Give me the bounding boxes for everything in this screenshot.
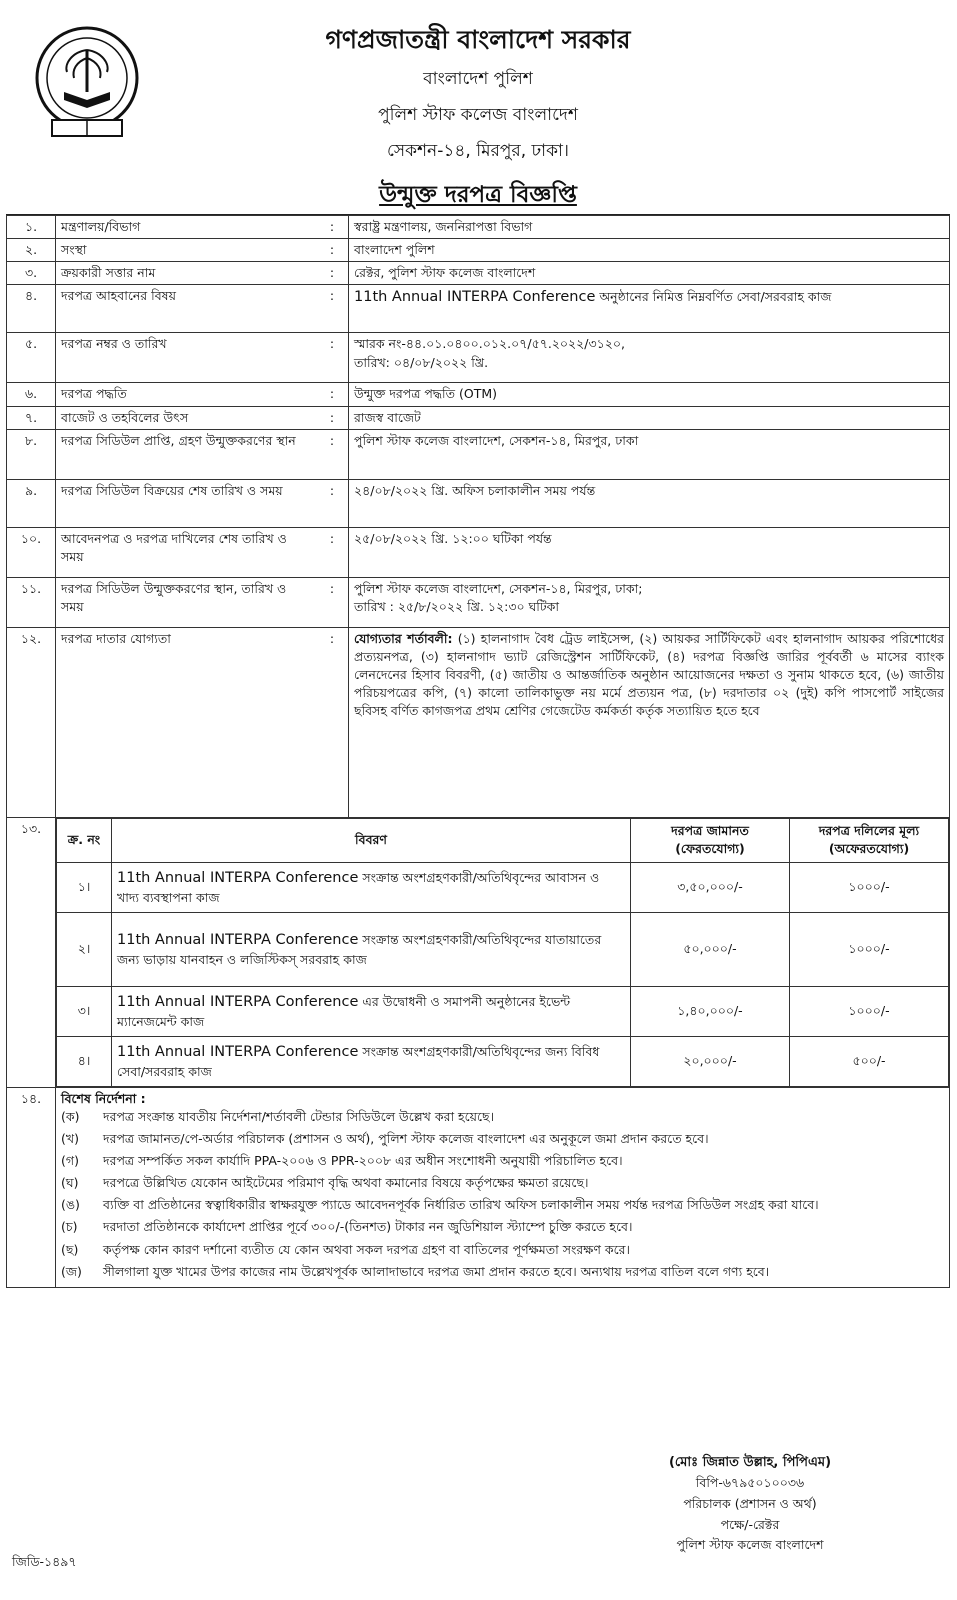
item-row [57,912,949,986]
header-line-police: বাংলাদেশ পুলিশ [423,69,533,89]
row-label: সংস্থা [56,239,317,262]
instructions-cell [56,1087,950,1287]
table-row [7,817,950,1087]
list-item [61,1152,944,1170]
item-conference: 11th Annual INTERPA Conference [117,993,359,1010]
table-row [7,216,950,239]
row-number: ১. [7,216,56,239]
row-label: আবেদনপত্র ও দরপত্র দাখিলের শেষ তারিখ ও সময় [56,527,317,577]
item-key: (গ) [61,1153,79,1168]
item-key: (ঘ) [61,1175,79,1191]
item-text: দরদাতা প্রতিষ্ঠানকে কার্যাদেশ প্রাপ্তির পূর্বে ৩০০/-(তিনশত) টাকার নন জুডিশিয়াল স্ট্যাম্পে চুক্তি করতে হবে। [103,1219,633,1235]
row-colon: : [316,383,349,406]
item-serial: ১। [57,862,112,912]
row-number: ১৪. [7,1087,56,1287]
item-desc-text: সংক্রান্ত অংশগ্রহণকারী/অতিথিবৃন্দের যাতায়াতের জন্য ভাড়ায় যানবাহন ও লজিস্টিকস্ সরবরাহ কাজ [117,931,602,967]
memo-date: তারিখ: ০৪/০৮/২০২২ খ্রি. [354,354,489,370]
item-doc-price: ১০০০/- [790,986,949,1036]
row-value [349,285,950,333]
signatory-name: (মোঃ জিন্নাত উল্লাহ, পিপিএম) [668,1455,832,1470]
row-colon: : [316,627,349,817]
row-number: ১১. [7,577,56,627]
items-table [56,818,949,1087]
row-colon: : [316,216,349,239]
row-number: ৫. [7,333,56,383]
row-label: দরপত্র সিডিউল প্রাপ্তি, গ্রহণ উন্মুক্তকরণের স্থান [56,429,317,479]
table-row [7,406,950,429]
conference-name: 11th Annual INTERPA Conference [354,289,596,306]
header-serial: ক্র. নং [57,818,112,862]
signatory-bp: বিপি-৬৭৯৫০১০০৩৬ [695,1475,805,1491]
item-conference: 11th Annual INTERPA Conference [117,931,359,948]
instructions-title: বিশেষ নির্দেশনা : [61,1090,146,1106]
items-header-row [57,818,949,862]
item-row [57,986,949,1036]
row-value: পুলিশ স্টাফ কলেজ বাংলাদেশ, সেকশন-১৪, মিরপুর, ঢাকা [349,429,950,479]
table-row [7,285,950,333]
row-value [349,627,950,817]
row-colon: : [316,239,349,262]
row-label: দরপত্র সিডিউল উন্মুক্তকরণের স্থান, তারিখ ও সময় [56,577,317,627]
table-row [7,429,950,479]
list-item [61,1263,944,1281]
table-row [7,479,950,527]
row-colon: : [316,406,349,429]
item-security: ৩,৫০,০০০/- [631,862,790,912]
row-label: দরপত্র সিডিউল বিক্রয়ের শেষ তারিখ ও সময় [56,479,317,527]
row-value [349,577,950,627]
table-row [7,577,950,627]
list-item [61,1174,944,1192]
eligibility-heading: যোগ্যতার শর্তাবলী: [354,630,453,646]
row-label: দরপত্র নম্বর ও তারিখ [56,333,317,383]
item-desc-text: সংক্রান্ত অংশগ্রহণকারী/অতিথিবৃন্দের জন্য বিবিধ সেবা/সরবরাহ কাজ [117,1043,600,1079]
row-colon: : [316,262,349,285]
table-row [7,1087,950,1287]
item-security: ২০,০০০/- [631,1036,790,1086]
signatory-organization: পুলিশ স্টাফ কলেজ বাংলাদেশ [676,1537,824,1553]
list-item [61,1241,944,1259]
row-label: ক্রয়কারী সত্তার নাম [56,262,317,285]
signature-block [620,1452,880,1556]
row-value: উন্মুক্ত দরপত্র পদ্ধতি (OTM) [349,383,950,406]
row-colon: : [316,285,349,333]
row-value [349,333,950,383]
item-description [112,1036,631,1086]
header-line-address: সেকশন-১৪, মিরপুর, ঢাকা। [386,141,570,161]
row-value: ২৪/০৮/২০২২ খ্রি. অফিস চলাকালীন সময় পর্যন্ত [349,479,950,527]
tender-details-table [6,215,950,1288]
item-conference: 11th Annual INTERPA Conference [117,1043,359,1060]
list-item [61,1196,944,1214]
item-description [112,912,631,986]
item-key: (জ) [61,1263,82,1279]
row-colon: : [316,333,349,383]
item-text: দরপত্রে উল্লিখিত যেকোন আইটেমের পরিমাণ বৃদ্ধি অথবা কমানোর বিষয়ে কর্তৃপক্ষের ক্ষমতা রয়েছে। [103,1175,589,1191]
signatory-designation: পরিচালক (প্রশাসন ও অর্থ) [683,1496,817,1512]
item-text: দরপত্র সম্পর্কিত সকল কার্যাদি PPA-২০০৬ ও PPR-২০০৮ এর অধীন সংশোধনী অনুযায়ী পরিচালিত হবে। [103,1153,623,1168]
list-item [61,1130,944,1148]
memo-number: স্মারক নং-৪৪.০১.০৪০০.০১২.০৭/৫৭.২০২২/৩১২০, [354,336,625,352]
table-row [7,333,950,383]
header-doc-price: দরপত্র দলিলের মূল্য (অফেরতযোগ্য) [790,818,949,862]
item-key: (ক) [61,1108,80,1124]
row-label: বাজেট ও তহবিলের উৎস [56,406,317,429]
row-number: ২. [7,239,56,262]
item-key: (খ) [61,1130,79,1146]
row-number: ১২. [7,627,56,817]
list-item [61,1108,944,1126]
item-serial: ২। [57,912,112,986]
item-desc-text: এর উদ্বোধনী ও সমাপনী অনুষ্ঠানের ইভেন্ট ম্যানেজমেন্ট কাজ [117,993,571,1029]
header-line-college: পুলিশ স্টাফ কলেজ বাংলাদেশ [378,105,578,125]
row-label: মন্ত্রণালয়/বিভাগ [56,216,317,239]
item-key: (চ) [61,1219,78,1235]
item-text: কর্তৃপক্ষ কোন কারণ দর্শানো ব্যতীত যে কোন অথবা সকল দরপত্র গ্রহণ বা বাতিলের পূর্ণক্ষমতা সংরক্ষণ করে। [103,1241,631,1257]
item-row [57,1036,949,1086]
item-serial: ৩। [57,986,112,1036]
item-doc-price: ১০০০/- [790,862,949,912]
row-colon: : [316,577,349,627]
row-colon: : [316,527,349,577]
row-label: দরপত্র পদ্ধতি [56,383,317,406]
item-row [57,862,949,912]
notice-header [6,4,950,215]
row-label: দরপত্র দাতার যোগ্যতা [56,627,317,817]
item-text: সীলগালা যুক্ত খামের উপর কাজের নাম উল্লেখপূর্বক আলাদাভাবে দরপত্র জমা প্রদান করতে হবে। অন্যথায় দরপত্র বাতিল বলে গণ্য হবে। [103,1263,770,1279]
row-number: ৩. [7,262,56,285]
notice-title: উন্মুক্ত দরপত্র বিজ্ঞপ্তি [379,182,577,208]
header-description: বিবরণ [112,818,631,862]
row-value-text: অনুষ্ঠানের নিমিত্ত নিম্নবর্ণিত সেবা/সরবরাহ কাজ [599,289,832,305]
item-doc-price: ৫০০/- [790,1036,949,1086]
row-number: ৬. [7,383,56,406]
item-key: (ছ) [61,1241,79,1257]
gd-code: জিডি-১৪৯৭ [12,1554,77,1569]
government-title: গণপ্রজাতন্ত্রী বাংলাদেশ সরকার [325,25,631,54]
item-text: দরপত্র জামানত/পে-অর্ডার পরিচালক (প্রশাসন ও অর্থ), পুলিশ স্টাফ কলেজ বাংলাদেশ এর অনুকূলে জমা প্রদান করতে হবে। [103,1130,709,1146]
row-number: ৭. [7,406,56,429]
item-text: দরপত্র সংক্রান্ত যাবতীয় নির্দেশনা/শর্তাবলী টেন্ডার সিডিউলে উল্লেখ করা হয়েছে। [103,1108,495,1124]
row-number: ১৩. [7,817,56,1087]
row-number: ৪. [7,285,56,333]
item-security: ১,৪০,০০০/- [631,986,790,1036]
opening-date: তারিখ : ২৫/৮/২০২২ খ্রি. ১২:৩০ ঘটিকা [354,598,560,614]
item-security: ৫০,০০০/- [631,912,790,986]
item-description [112,986,631,1036]
item-key: (ঙ) [61,1197,80,1213]
header-security: দরপত্র জামানত (ফেরতযোগ্য) [631,818,790,862]
row-number: ৯. [7,479,56,527]
row-colon: : [316,479,349,527]
row-value: বাংলাদেশ পুলিশ [349,239,950,262]
row-number: ১০. [7,527,56,577]
row-value: স্বরাষ্ট্র মন্ত্রণালয়, জননিরাপত্তা বিভাগ [349,216,950,239]
tender-notice-page [6,4,950,1596]
item-doc-price: ১০০০/- [790,912,949,986]
table-row [7,527,950,577]
item-conference: 11th Annual INTERPA Conference [117,869,359,886]
row-colon: : [316,429,349,479]
item-text: ব্যক্তি বা প্রতিষ্ঠানের স্বত্বাধিকারীর স্বাক্ষরযুক্ত প্যাডে আবেদনপূর্বক নির্ধারিত তারিখ অফিস চলাকালীন সময় পর্যন্ত দরপত্র সিডিউল সংগ্রহ করা যাবে। [103,1197,819,1213]
table-row [7,262,950,285]
row-value: রাজস্ব বাজেট [349,406,950,429]
row-number: ৮. [7,429,56,479]
table-row [7,383,950,406]
list-item [61,1218,944,1236]
row-value: রেক্টর, পুলিশ স্টাফ কলেজ বাংলাদেশ [349,262,950,285]
signatory-on-behalf: পক্ষে/-রেক্টর [720,1516,780,1532]
opening-place: পুলিশ স্টাফ কলেজ বাংলাদেশ, সেকশন-১৪, মিরপুর, ঢাকা; [354,580,643,596]
row-value: ২৫/০৮/২০২২ খ্রি. ১২:০০ ঘটিকা পর্যন্ত [349,527,950,577]
table-row [7,627,950,817]
instructions-list [61,1108,944,1281]
row-label: দরপত্র আহবানের বিষয় [56,285,317,333]
items-cell [56,817,950,1087]
table-row [7,239,950,262]
item-description [112,862,631,912]
eligibility-text: (১) হালনাগাদ বৈধ ট্রেড লাইসেন্স, (২) আয়কর সার্টিফিকেট এবং হালনাগাদ আয়কর পরিশোধের প্রত্যয়নপত্র, (৩) হালনাগাদ ভ্যাট রেজিস্ট্রেশন সার্টিফিকেট, (৪) দরপত্র বিজ্ঞপ্তি জারির পূর্ববর্তী ৬ মাসের ব্যাংক লেনদেনের হিসাব বিবরণী, (৫) জাতীয় ও আন্তর্জাতিক অনুষ্ঠান আয়োজনের দক্ষতা ও সুনাম থাকতে হবে, (৬) জাতীয় পরিচয়পত্রের কপি, (৭) কালো তালিকাভুক্ত নয় মর্মে প্রত্যয়ন পত্র, (৮) দরদাতার ০২ (দুই) কপি পাসপোর্ট সাইজের ছবিসহ বর্ণিত কাগজপত্র প্রথম শ্রেণির গেজেটেড কর্মকর্তা কর্তৃক সত্যায়িত হতে হবে [354,630,944,719]
item-desc-text: সংক্রান্ত অংশগ্রহণকারী/অতিথিবৃন্দের আবাসন ও খাদ্য ব্যবস্থাপনা কাজ [117,869,600,905]
item-serial: ৪। [57,1036,112,1086]
